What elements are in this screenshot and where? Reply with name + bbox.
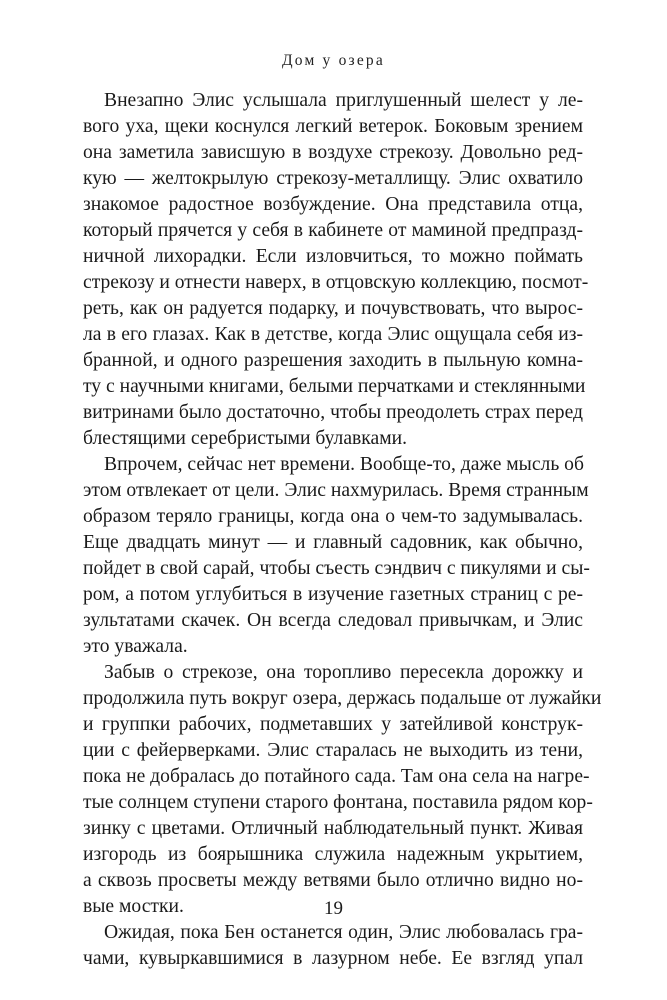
text-line: вого уха, щеки коснулся легкий ветерок. Боковым зрением bbox=[83, 116, 583, 137]
text-line: ции с фейерверками. Элис старалась не выходить из тени, bbox=[83, 740, 583, 761]
text-line: Ожидая, пока Бен останется один, Элис любовалась гра- bbox=[104, 922, 583, 943]
text-line: витринами было достаточно, чтобы преодолеть страх перед bbox=[83, 402, 583, 423]
text-line: и группки рабочих, подметавших у затейливой конструк- bbox=[83, 714, 583, 735]
text-line: ту с научными книгами, белыми перчатками и стеклянными bbox=[83, 376, 586, 397]
text-line: зультатами скачек. Он всегда следовал привычкам, и Элис bbox=[83, 610, 583, 631]
text-line: который прячется у себя в кабинете от маминой предпразд- bbox=[83, 220, 583, 241]
text-line: Впрочем, сейчас нет времени. Вообще-то, даже мысль об bbox=[104, 454, 584, 475]
body-text bbox=[83, 88, 602, 972]
text-line: ром, а потом углубиться в изучение газетных страниц с ре- bbox=[83, 584, 583, 605]
text-line: вые мостки. bbox=[83, 896, 184, 917]
text-line: тые солнцем ступени старого фонтана, поставила рядом кор- bbox=[83, 792, 593, 813]
text-line: пока не добралась до потайного сада. Там она села на нагре- bbox=[83, 766, 590, 787]
text-line: этом отвлекает от цели. Элис нахмурилась. Время странным bbox=[83, 480, 589, 501]
text-line: кую — желтокрылую стрекозу-металлищу. Элис охватило bbox=[83, 168, 583, 189]
text-line: изгородь из боярышника служила надежным укрытием, bbox=[83, 844, 583, 865]
text-line: блестящими серебристыми булавками. bbox=[83, 428, 407, 449]
text-line: продолжила путь вокруг озера, держась подальше от лужайки bbox=[83, 688, 602, 709]
text-line: а сквозь просветы между ветвями было отлично видно но- bbox=[83, 870, 583, 891]
text-line: стрекозу и отнести наверх, в отцовскую коллекцию, посмот- bbox=[83, 272, 589, 293]
page-number: 19 bbox=[324, 898, 343, 919]
text-line: это уважала. bbox=[83, 636, 188, 657]
text-line: знакомое радостное возбуждение. Она представила отца, bbox=[83, 194, 583, 215]
running-header: Дом у озера bbox=[282, 52, 385, 69]
text-line: реть, как он радуется подарку, и почувствовать, что вырос- bbox=[83, 298, 583, 319]
text-line: зинку с цветами. Отличный наблюдательный пункт. Живая bbox=[83, 818, 583, 839]
text-line: ничной лихорадки. Если изловчиться, то можно поймать bbox=[83, 246, 583, 267]
text-line: Еще двадцать минут — и главный садовник, как обычно, bbox=[83, 532, 583, 553]
text-line: Внезапно Элис услышала приглушенный шелест у ле- bbox=[104, 90, 583, 111]
text-line: пойдет в свой сарай, чтобы съесть сэндвич с пикулями и сы- bbox=[83, 558, 590, 579]
text-line: чами, кувыркавшимися в лазурном небе. Ее взгляд упал bbox=[83, 948, 583, 969]
text-line: Забыв о стрекозе, она торопливо пересекла дорожку и bbox=[104, 662, 583, 683]
text-line: бранной, и одного разрешения заходить в пыльную комна- bbox=[83, 350, 583, 371]
text-line: образом теряло границы, когда она о чем-то задумывалась. bbox=[83, 506, 583, 527]
text-line: она заметила зависшую в воздухе стрекозу. Довольно ред- bbox=[83, 142, 583, 163]
text-line: ла в его глазах. Как в детстве, когда Элис ощущала себя из- bbox=[83, 324, 583, 345]
